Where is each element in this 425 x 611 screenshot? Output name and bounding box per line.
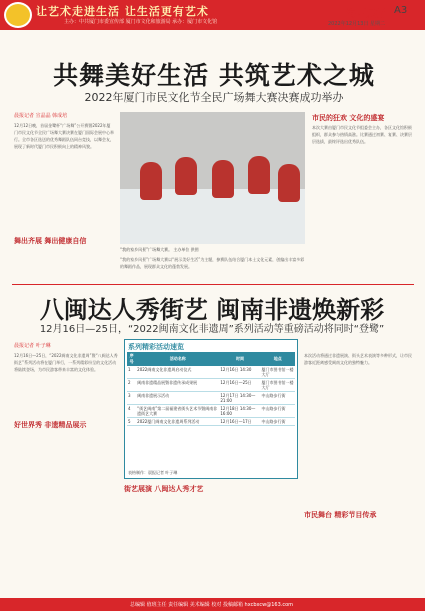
story2-headline: 八闽达人秀街艺 闽南非遗焕新彩 (39, 296, 385, 324)
schedule-cell: 厦门市图书馆一楼大厅 (261, 380, 294, 390)
photo-dancer (140, 162, 162, 200)
schedule-cell: 闽南非遗精品展暨非遗传承成果展 (136, 379, 219, 392)
story1-photo (120, 112, 305, 244)
story2-subhead-c: 好世界秀 非遗精品展示 (14, 421, 87, 429)
story2-subhead-d: 街艺展演 八闽达人秀才艺 (124, 485, 204, 493)
story1-subheadline: 2022年厦门市民文化节全民广场舞大赛决赛成功举办 (84, 91, 344, 104)
story2-body-right: 本次活动将通过非遗展演、街头艺术表演等多种形式，让市民游客近距离感受闽南文化的独特魅力。 (304, 353, 412, 365)
story1-body-right: 本次大赛由厦门市民文化节组委会主办，各区文化馆积极组织，群众参与热情高涨。比赛通过初赛、复赛、决赛层层选拔，最终评选出优秀队伍。 (312, 125, 412, 144)
schedule-cell: 2 (127, 379, 136, 392)
schedule-table (127, 352, 295, 426)
schedule-cell: 2022闽南文化非遗周启动仪式 (136, 366, 219, 379)
schedule-row (127, 366, 295, 379)
schedule-cell: 中山路步行街 (261, 418, 295, 426)
photo-dancer (212, 160, 234, 198)
schedule-note: 表格制作：晨报记者 叶子琳 (128, 470, 178, 475)
page-number: A3 (394, 5, 408, 16)
schedule-cell: 中山路步行街 (261, 392, 295, 405)
schedule-row (127, 392, 295, 405)
schedule-header-cell: 序号 (127, 352, 136, 366)
schedule-title: 系列精彩活动速览 (128, 343, 184, 351)
story1-subhead-a: 舞出齐展 舞出健康自信 (14, 237, 87, 245)
footer-credits: 总编辑 值班主任 责任编辑 美术编辑 校对 投稿邮箱 hxcbxcw@163.com (130, 602, 294, 608)
schedule-cell: 2022厦门闽南文化非遗周系列活动 (136, 418, 219, 426)
photo-dancer (278, 164, 300, 202)
story1-headline: 共舞美好生活 共筑艺术之城 (53, 61, 375, 90)
schedule-cell: 5 (127, 418, 136, 426)
story2-subheadline: 12月16日—25日，“2022闽南文化非遗周”系列活动等重磅活动将同时“登鹭” (39, 324, 385, 335)
schedule-cell: 厦门市图书馆一楼大厅 (261, 367, 294, 377)
story1-body-middle: “我的家乡风景”广场舞大赛以“展示美好生活”为主题，参赛队伍结合厦门本土文化元素，创编出丰富多彩的舞蹈作品，展现群众文化的蓬勃发展。 (120, 257, 305, 269)
culture-logo-icon (4, 2, 32, 28)
schedule-header-cell: 地点 (261, 352, 295, 366)
schedule-cell: 闽南非遗展示活动 (136, 392, 219, 405)
schedule-cell: “街艺闽南”第二届福建省街头艺术节暨闽南非遗街艺大赛 (136, 405, 219, 418)
schedule-cell: 12月17日 14:30—21:00 (219, 392, 260, 405)
schedule-row (127, 379, 295, 392)
section-divider (12, 284, 414, 285)
story1-byline: 晨报记者 宣晶晶 韩成培 (14, 113, 68, 119)
story1-intro: 12月12日晚，首届金鹭杯“广场舞”公开赛暨2022年厦门市民文化节全民广场舞大赛决赛在厦门国际会展中心举行。全市各区选送的优秀舞蹈队伍同台竞技，以舞会友，展现了新时代厦门市民积极向上的精神风貌。 (14, 123, 114, 149)
story1-subhead-b: 市民的狂欢 文化的盛宴 (312, 114, 385, 122)
photo-dancer (248, 156, 270, 194)
schedule-cell: 12月16日—25日 (219, 379, 260, 392)
schedule-header-cell: 时间 (219, 352, 260, 366)
schedule-header-row (127, 352, 295, 366)
schedule-row (127, 418, 295, 426)
story2-subhead-e: 市民舞台 精彩节目传承 (304, 511, 377, 519)
schedule-cell: 12月16日 14:30 (219, 366, 260, 379)
schedule-row (127, 405, 295, 418)
schedule-cell: 12月18日 14:30—16:00 (219, 405, 260, 418)
story2-byline: 晨报记者 叶子琳 (14, 343, 51, 349)
masthead-slogan: 让艺术走进生活 让生活更有艺术 (36, 5, 209, 18)
issue-date: 2022年12月13日 星期二 (328, 21, 386, 27)
photo-dancer (175, 157, 197, 195)
schedule-cell: 中山路步行街 (261, 405, 295, 418)
schedule-cell: 3 (127, 392, 136, 405)
schedule-cell: 1 (127, 366, 136, 379)
newspaper-name: 海西晨报 (346, 9, 386, 20)
masthead-organizers: 主办：中共厦门市委宣传部 厦门市文化和旅游局 承办：厦门市文化馆 (64, 19, 218, 25)
story1-photo-caption: “我的家乡风景”广场舞大赛。 主办单位 供图 (120, 247, 199, 252)
story2-body-left: 12月16日—25日，“2022闽南文化非遗周”暨“八闽达人秀街艺”系列活动将在厦门举行，一系列精彩纷呈的文化活动将陆续登场，为市民游客带来丰富的文化体验。 (14, 353, 118, 372)
schedule-cell: 12月16日—17日 (219, 418, 260, 426)
schedule-cell: 4 (127, 405, 136, 418)
schedule-header-cell: 活动名称 (136, 352, 219, 366)
